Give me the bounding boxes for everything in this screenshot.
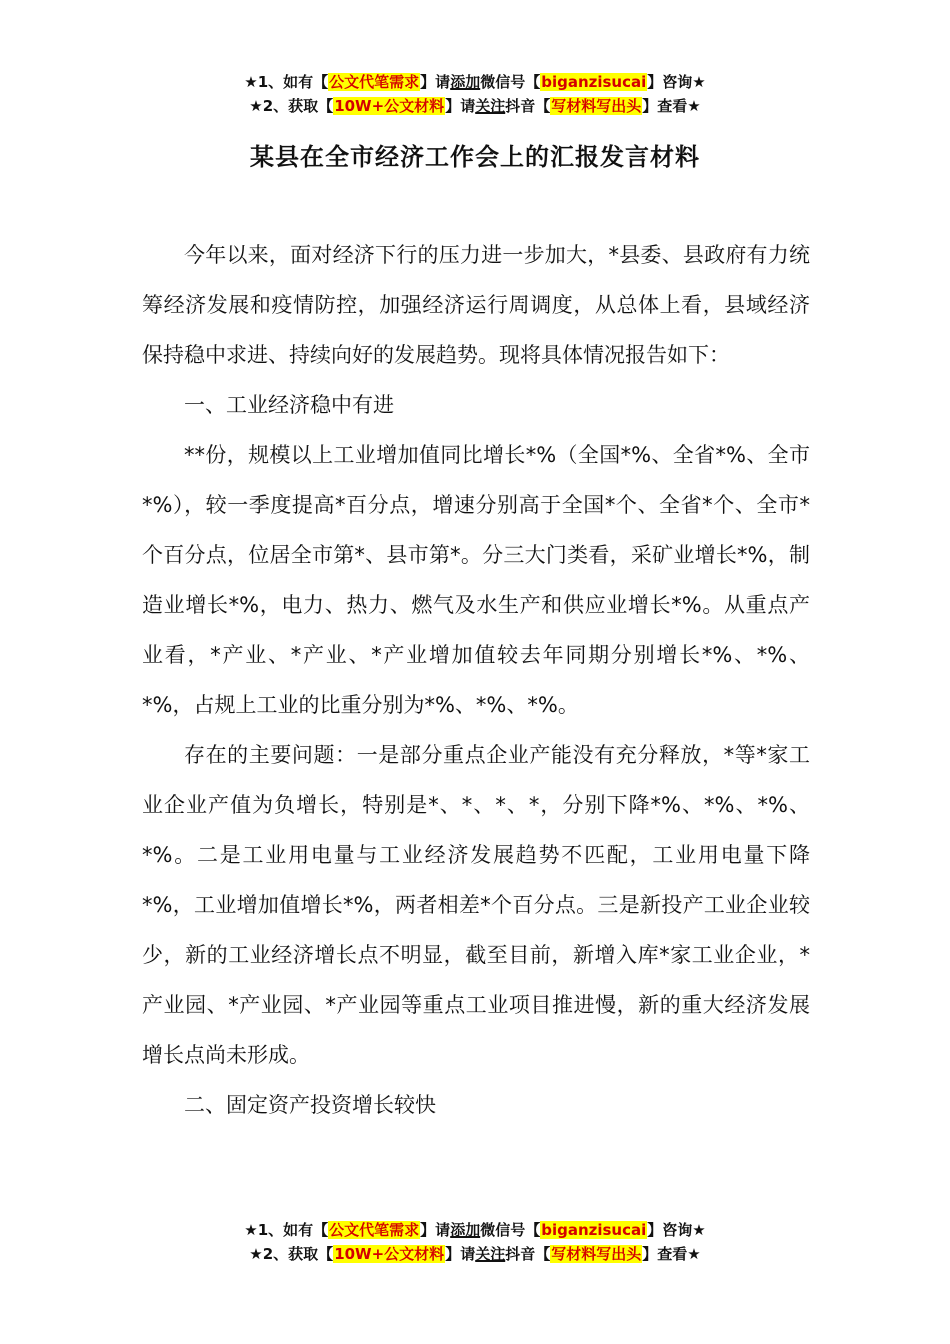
paragraph-intro: 今年以来，面对经济下行的压力进一步加大，*县委、县政府有力统筹经济发展和疫情防控，加强经济运行周调度，从总体上看，县域经济保持稳中求进、持续向好的发展趋势。现将具体情况报告如下： xyxy=(142,243,810,367)
promo-line-2 xyxy=(0,94,950,118)
promo-2-prefix: ★2、获取【 xyxy=(249,1245,334,1263)
promo-1-suffix: 】咨询★ xyxy=(647,1221,706,1239)
promo-2-highlight-douyin-account: 写材料写出头 xyxy=(551,97,642,115)
paragraph-problems: 存在的主要问题：一是部分重点企业产能没有充分释放，*等*家工业企业产值为负增长，特别是*、*、*、*，分别下降*%、*%、*%、*%。二是工业用电量与工业经济发展趋势不匹配，工业用电量下降*%，工业增加值增长*%，两者相差*个百分点。三是新投产工业企业较少，新的工业经济增长点不明显，截至目前，新增入库*家工业企业，*产业园、*产业园、*产业园等重点工业项目推进慢，新的重大经济发展增长点尚未形成。 xyxy=(142,743,810,1067)
promo-2-suffix: 】查看★ xyxy=(642,97,701,115)
section-heading-1: 一、工业经济稳中有进 xyxy=(184,393,394,417)
document-body xyxy=(142,230,810,1130)
paragraph-industry-stats: **份，规模以上工业增加值同比增长*%（全国*%、全省*%、全市*%），较一季度提高*百分点，增速分别高于全国*个、全省*个、全市*个百分点，位居全市第*、县市第*。分三大门类看，采矿业增长*%，制造业增长*%，电力、热力、燃气及水生产和供应业增长*%。从重点产业看，*产业、*产业、*产业增加值较去年同期分别增长*%、*%、*%，占规上工业的比重分别为*%、*%、*%。 xyxy=(142,443,810,717)
promo-1-emphasis: 添加 xyxy=(450,73,481,91)
promo-2-prefix: ★2、获取【 xyxy=(249,97,334,115)
promo-1-middle-a: 】请 xyxy=(420,1221,451,1239)
promo-1-suffix: 】咨询★ xyxy=(647,73,706,91)
promo-1-highlight-service: 公文代笔需求 xyxy=(329,73,420,91)
promo-1-highlight-service: 公文代笔需求 xyxy=(329,1221,420,1239)
promo-2-emphasis: 关注 xyxy=(475,97,506,115)
section-heading-2: 二、固定资产投资增长较快 xyxy=(184,1093,436,1117)
promo-1-emphasis: 添加 xyxy=(450,1221,481,1239)
promo-2-middle-a: 】请 xyxy=(445,97,476,115)
promo-2-highlight-materials: 10W+公文材料 xyxy=(334,97,445,115)
promo-2-middle-a: 】请 xyxy=(445,1245,476,1263)
promo-1-highlight-wechat-id: biganzisucai xyxy=(541,1221,647,1239)
promo-2-emphasis: 关注 xyxy=(475,1245,506,1263)
promo-line-1 xyxy=(0,70,950,94)
bottom-promo-banner xyxy=(0,1218,950,1266)
document-title: 某县在全市经济工作会上的汇报发言材料 xyxy=(250,143,700,171)
promo-1-prefix: ★1、如有【 xyxy=(244,1221,329,1239)
promo-1-middle-b: 微信号【 xyxy=(480,73,541,91)
promo-2-highlight-materials: 10W+公文材料 xyxy=(334,1245,445,1263)
promo-line-2 xyxy=(0,1242,950,1266)
promo-2-middle-b: 抖音【 xyxy=(505,1245,551,1263)
promo-2-suffix: 】查看★ xyxy=(642,1245,701,1263)
promo-2-highlight-douyin-account: 写材料写出头 xyxy=(551,1245,642,1263)
promo-line-1 xyxy=(0,1218,950,1242)
promo-1-prefix: ★1、如有【 xyxy=(244,73,329,91)
promo-1-middle-b: 微信号【 xyxy=(480,1221,541,1239)
promo-2-middle-b: 抖音【 xyxy=(505,97,551,115)
top-promo-banner xyxy=(0,70,950,118)
promo-1-highlight-wechat-id: biganzisucai xyxy=(541,73,647,91)
promo-1-middle-a: 】请 xyxy=(420,73,451,91)
